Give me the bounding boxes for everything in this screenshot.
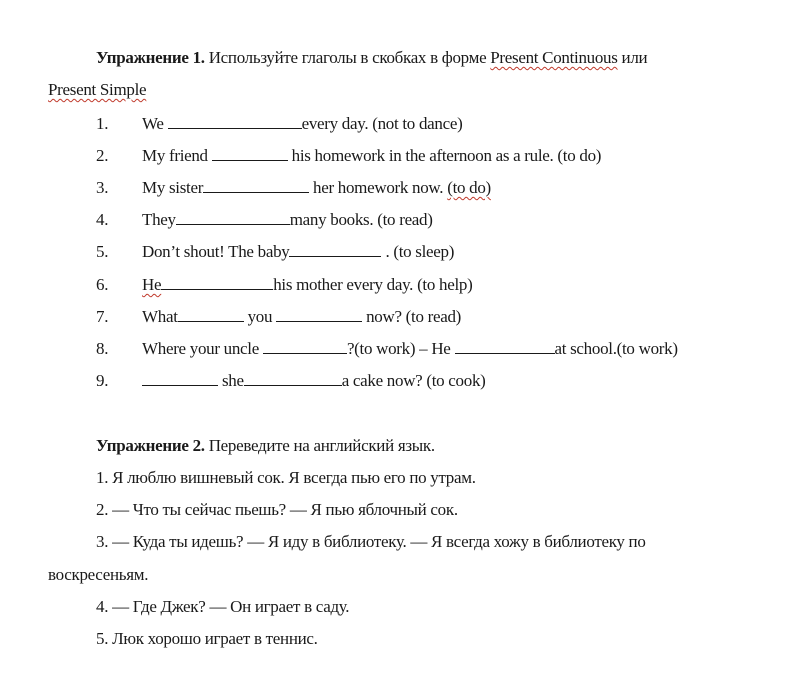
exercise-1-header-cont (48, 80, 146, 100)
answer-blank[interactable] (212, 146, 288, 161)
item-number: 9. (96, 371, 109, 390)
exercise-2-instruction: Переведите на английский язык. (208, 436, 435, 455)
item-text (142, 275, 472, 295)
item-number: 1. (96, 114, 109, 133)
item-text-b: his homework in the afternoon as a rule. (to do) (291, 146, 602, 165)
item-text-a: He (142, 275, 162, 294)
item-text-a: she (221, 371, 244, 390)
answer-blank[interactable] (168, 114, 302, 129)
item-text-b: every day. (not to dance) (301, 114, 463, 133)
item-number: 4. (96, 210, 109, 229)
translation-item: 2. — Что ты сейчас пьешь? — Я пью яблочный сок. (96, 500, 458, 519)
item-number: 5. (96, 242, 109, 261)
item-number: 6. (96, 275, 109, 294)
answer-blank[interactable] (263, 339, 347, 354)
item-text (142, 307, 461, 327)
answer-blank[interactable] (178, 307, 244, 322)
item-text (142, 242, 454, 262)
item-text-a: Where your uncle (142, 339, 259, 358)
conjunction: или (621, 48, 648, 67)
answer-blank[interactable] (455, 339, 555, 354)
item-text (142, 114, 462, 134)
item-text (142, 146, 601, 166)
item-text-c: (to do) (447, 178, 491, 197)
translation-item: 4. — Где Джек? — Он играет в саду. (96, 597, 350, 616)
item-text-b: a cake now? (to cook) (341, 371, 486, 390)
item-text-b: . (to sleep) (385, 242, 455, 261)
answer-blank[interactable] (244, 371, 342, 386)
answer-blank[interactable] (161, 275, 273, 290)
term-present-simple: Present Simple (48, 80, 147, 99)
item-text (142, 178, 491, 198)
item-text (142, 210, 433, 230)
item-text-a: My sister (142, 178, 204, 197)
answer-blank[interactable] (142, 371, 218, 386)
exercise-2-header (96, 436, 435, 456)
exercise-1-instruction: Используйте глаголы в скобках в форме (208, 48, 487, 67)
exercise-1-title: Упражнение 1. (96, 48, 205, 67)
answer-blank[interactable] (203, 178, 309, 193)
item-number: 3. (96, 178, 109, 197)
item-text-b: his mother every day. (to help) (273, 275, 473, 294)
item-text-a: We (142, 114, 164, 133)
translation-item: 3. — Куда ты идешь? — Я иду в библиотеку. — Я всегда хожу в библиотеку по (96, 532, 646, 551)
answer-blank[interactable] (276, 307, 362, 322)
item-text (142, 339, 678, 359)
exercise-1-header (96, 48, 647, 68)
item-number: 2. (96, 146, 109, 165)
item-text-b: many books. (to read) (289, 210, 433, 229)
translation-item: 5. Люк хорошо играет в теннис. (96, 629, 318, 648)
answer-blank[interactable] (289, 242, 381, 257)
exercise-2-title: Упражнение 2. (96, 436, 205, 455)
item-text-b: you (247, 307, 273, 326)
item-text-a: What (142, 307, 178, 326)
answer-blank[interactable] (176, 210, 290, 225)
item-number: 7. (96, 307, 109, 326)
item-text-a: They (142, 210, 176, 229)
item-text-a: My friend (142, 146, 208, 165)
item-text-b: her homework now. (313, 178, 444, 197)
item-text-c: at school.(to work) (554, 339, 678, 358)
item-text-b: ?(to work) – He (346, 339, 451, 358)
item-text (142, 371, 486, 391)
term-present-continuous: Present Continuous (490, 48, 618, 67)
item-number: 8. (96, 339, 109, 358)
item-text-c: now? (to read) (366, 307, 462, 326)
translation-item: 1. Я люблю вишневый сок. Я всегда пью его по утрам. (96, 468, 476, 487)
translation-item-cont: воскресеньям. (48, 565, 149, 584)
item-text-a: Don’t shout! The baby (142, 242, 290, 261)
